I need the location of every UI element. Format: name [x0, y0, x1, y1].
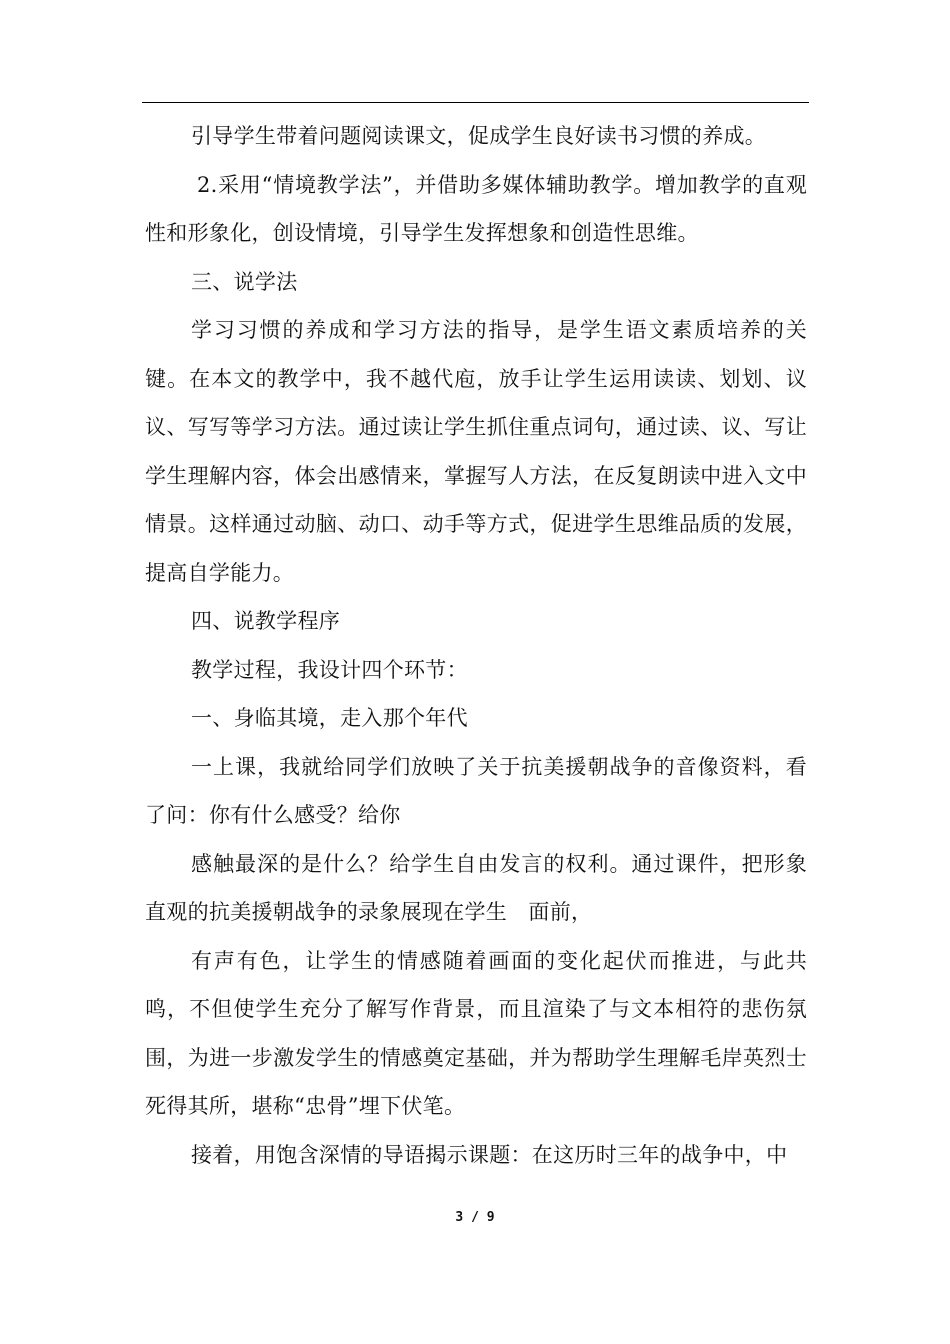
section-heading: 三、说学法 [191, 269, 298, 294]
paragraph: 2.采用“情境教学法”，并借助多媒体辅助教学。增加教学的直观性和形象化，创设情境，引导学生发挥想象和创造性思维。 [145, 172, 807, 245]
paragraph: 一上课，我就给同学们放映了关于抗美援朝战争的音像资料，看了问：你有什么感受？给你 [145, 754, 807, 827]
header-rule [142, 102, 809, 103]
paragraph: 学习习惯的养成和学习方法的指导，是学生语文素质培养的关键。在本文的教学中，我不越代庖，放手让学生运用读读、划划、议议、写写等学习方法。通过读让学生抓住重点词句，通过读、议、写让学生理解内容，体会出感情来，掌握写人方法，在反复朗读中进入文中情景。这样通过动脑、动口、动手等方式，促进学生思维品质的发展，提高自学能力。 [145, 318, 807, 585]
section-heading: 四、说教学程序 [191, 609, 341, 633]
paragraph: 有声有色，让学生的情感随着画面的变化起伏而推进，与此共鸣，不但使学生充分了解写作背景，而且渲染了与文本相符的悲伤氛围，为进一步激发学生的情感奠定基础，并为帮助学生理解毛岸英烈士死得其所，堪称“忠骨”埋下伏笔。 [145, 948, 807, 1118]
page-number: 3 / 9 [455, 1210, 495, 1225]
paragraph: 教学过程，我设计四个环节： [191, 657, 468, 682]
paragraph: 接着，用饱含深情的导语揭示课题：在这历时三年的战争中，中 [191, 1142, 788, 1167]
document-body [145, 112, 807, 1179]
paragraph: 引导学生带着问题阅读课文，促成学生良好读书习惯的养成。 [191, 124, 767, 148]
paragraph: 感触最深的是什么？给学生自由发言的权利。通过课件，把形象直观的抗美援朝战争的录象展现在学生 面前， [145, 851, 807, 924]
subsection-heading: 一、身临其境，走入那个年代 [191, 706, 468, 730]
